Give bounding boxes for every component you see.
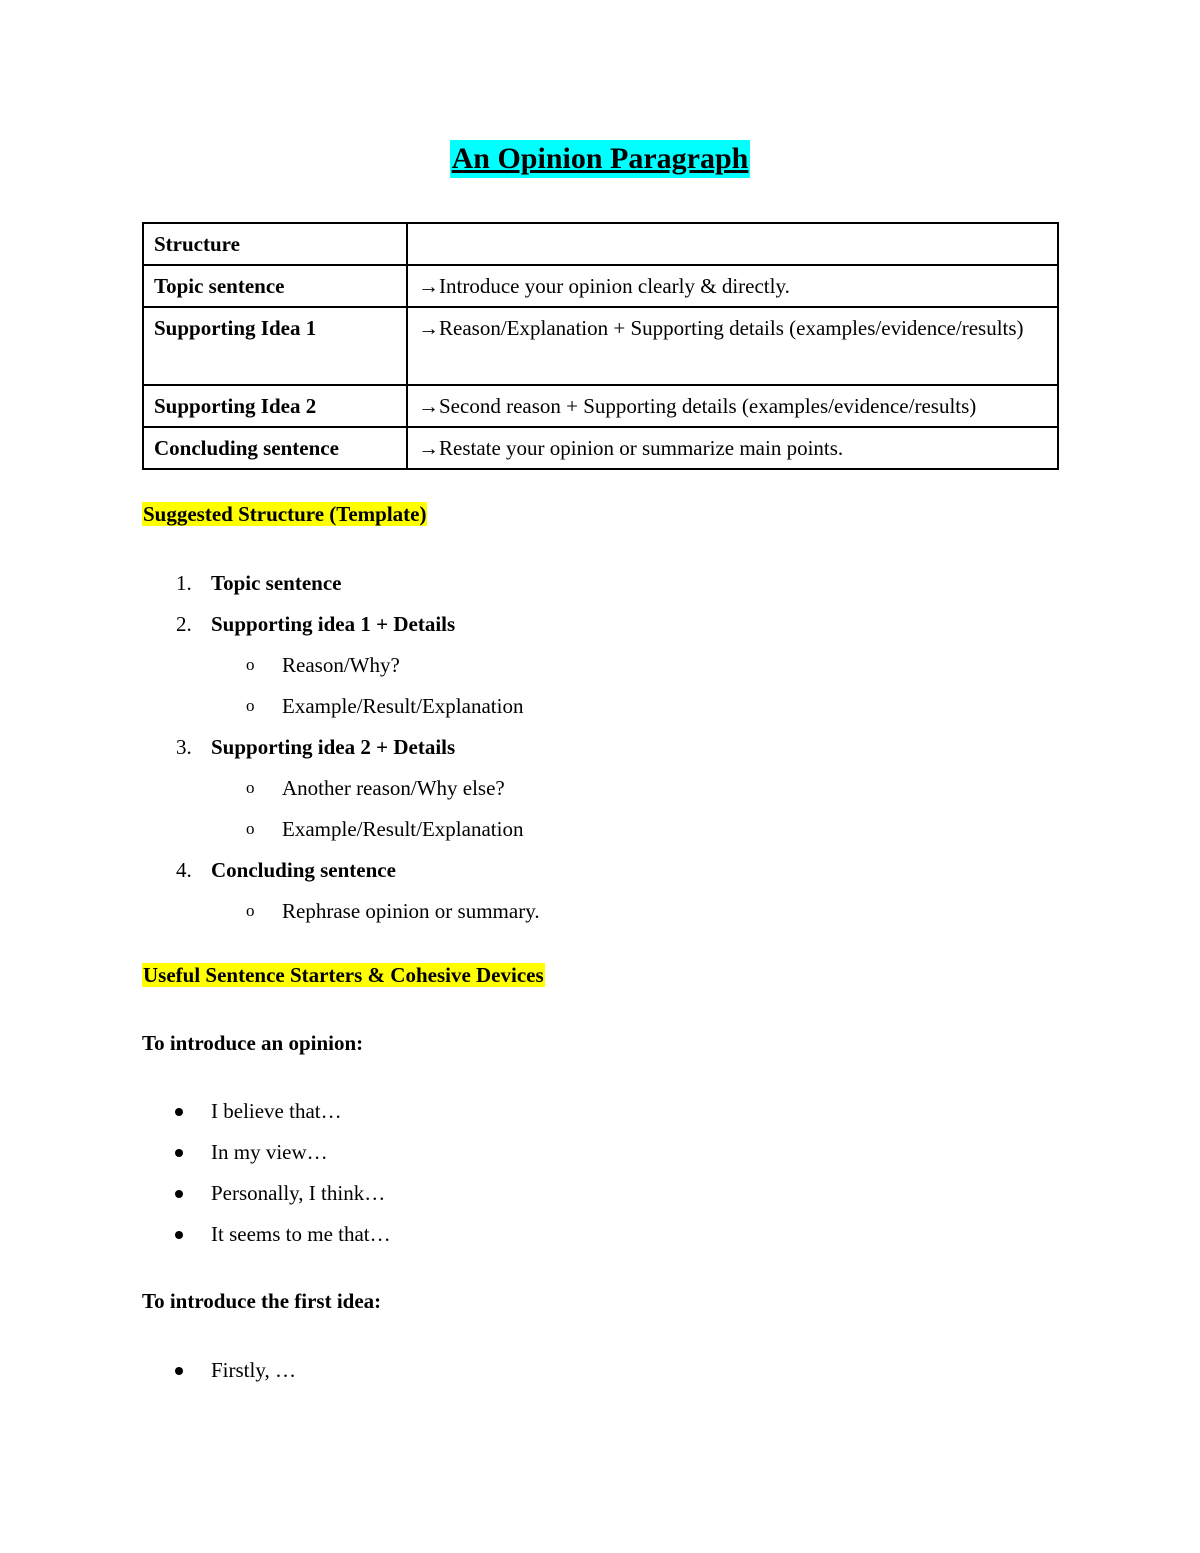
template-heading <box>142 500 427 528</box>
list-item <box>142 1135 842 1176</box>
list-item <box>142 607 842 648</box>
list-item-label: Supporting idea 2 + Details <box>211 735 456 759</box>
sub-list-item <box>142 648 842 689</box>
sub-bullet-marker: o <box>246 696 255 715</box>
first-idea-list <box>142 1353 842 1394</box>
starters-heading-text: Useful Sentence Starters & Cohesive Devices <box>143 963 544 987</box>
sub-bullet-marker: o <box>246 819 255 838</box>
list-item-text: It seems to me that… <box>211 1222 391 1246</box>
table-row <box>143 223 1058 265</box>
sub-list-item <box>142 894 842 935</box>
sub-bullet-marker: o <box>246 901 255 920</box>
list-item-text: Firstly, … <box>211 1358 296 1382</box>
row-label: Supporting Idea 2 <box>143 385 407 427</box>
row-description: →Restate your opinion or summarize main points. <box>407 427 1058 469</box>
sub-item-text: Example/Result/Explanation <box>282 817 524 841</box>
list-item <box>142 1353 842 1394</box>
sub-bullet-marker: o <box>246 655 255 674</box>
list-item-label: Topic sentence <box>211 571 342 595</box>
sub-item-text: Example/Result/Explanation <box>282 694 524 718</box>
list-item <box>142 1094 842 1135</box>
page-title: An Opinion Paragraph <box>450 140 751 178</box>
list-item <box>142 730 842 771</box>
opinion-starters-list <box>142 1094 842 1258</box>
row-label: Supporting Idea 1 <box>143 307 407 385</box>
title-container <box>142 140 1058 178</box>
row-label: Concluding sentence <box>143 427 407 469</box>
sub-item-text: Another reason/Why else? <box>282 776 505 800</box>
bullet-icon <box>175 1367 183 1375</box>
list-item-text: In my view… <box>211 1140 328 1164</box>
table-row <box>143 265 1058 307</box>
sub-item-text: Rephrase opinion or summary. <box>282 899 540 923</box>
sub-list-item <box>142 689 842 730</box>
list-item-label: Concluding sentence <box>211 858 396 882</box>
bullet-icon <box>175 1149 183 1157</box>
table-row <box>143 385 1058 427</box>
list-item <box>142 1217 842 1258</box>
list-item-text: I believe that… <box>211 1099 342 1123</box>
starters-heading <box>142 961 545 989</box>
opinion-subheading: To introduce an opinion: <box>142 1031 364 1055</box>
list-item <box>142 1176 842 1217</box>
list-number: 4. <box>176 858 192 882</box>
row-description <box>407 223 1058 265</box>
template-heading-text: Suggested Structure (Template) <box>143 502 427 526</box>
bullet-icon <box>175 1108 183 1116</box>
row-description: →Second reason + Supporting details (examples/evidence/results) <box>407 385 1058 427</box>
row-label: Structure <box>143 223 407 265</box>
list-item-label: Supporting idea 1 + Details <box>211 612 456 636</box>
row-description: →Reason/Explanation + Supporting details (examples/evidence/results) <box>407 307 1058 385</box>
sub-list-item <box>142 771 842 812</box>
sub-bullet-marker: o <box>246 778 255 797</box>
list-number: 3. <box>176 735 192 759</box>
row-description: →Introduce your opinion clearly & directly. <box>407 265 1058 307</box>
bullet-icon <box>175 1231 183 1239</box>
sub-list-item <box>142 812 842 853</box>
table-row <box>143 307 1058 385</box>
list-item-text: Personally, I think… <box>211 1181 386 1205</box>
row-label: Topic sentence <box>143 265 407 307</box>
table-row <box>143 427 1058 469</box>
list-number: 1. <box>176 571 192 595</box>
list-number: 2. <box>176 612 192 636</box>
template-list <box>142 566 842 935</box>
list-item <box>142 853 842 894</box>
first-idea-subheading: To introduce the first idea: <box>142 1289 382 1313</box>
bullet-icon <box>175 1190 183 1198</box>
sub-item-text: Reason/Why? <box>282 653 400 677</box>
structure-table <box>142 222 1059 470</box>
list-item <box>142 566 842 607</box>
